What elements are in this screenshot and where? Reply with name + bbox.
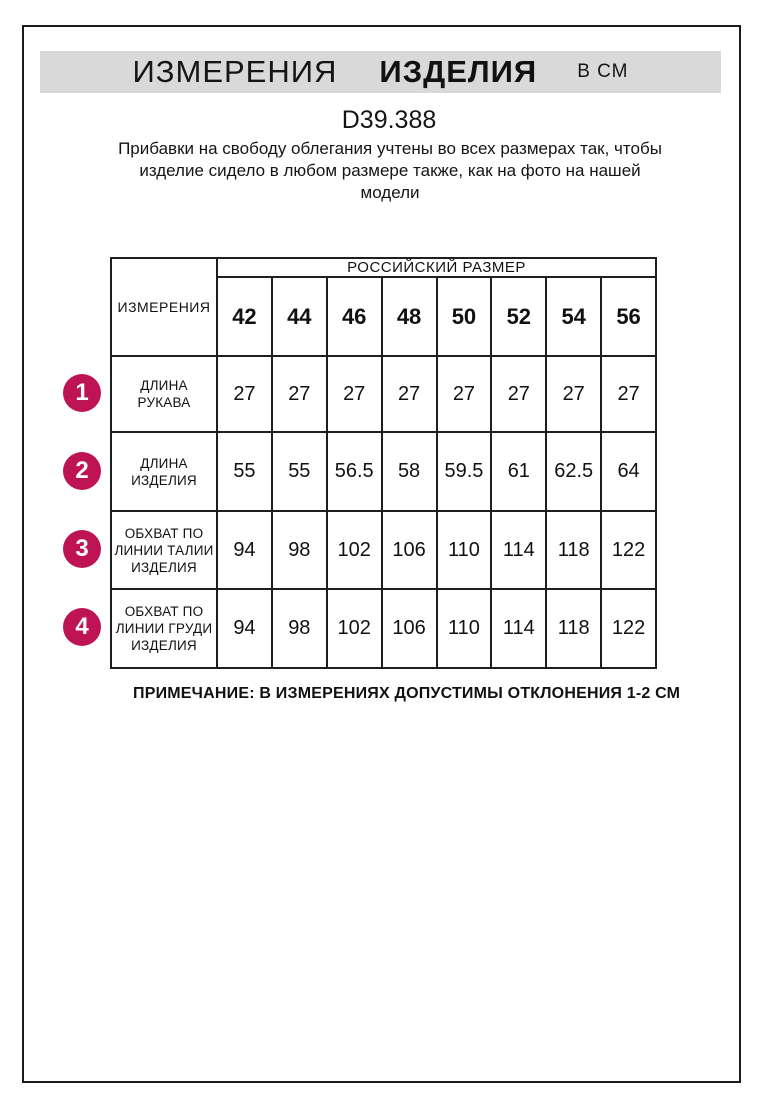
value-cell: 94 — [217, 589, 272, 668]
value-cell: 122 — [601, 511, 656, 589]
value-cell: 110 — [437, 511, 492, 589]
value-cell: 58 — [382, 432, 437, 511]
table-row — [111, 589, 656, 668]
value-cell: 27 — [601, 356, 656, 432]
page-title-main: ИЗМЕРЕНИЯ — [132, 54, 338, 89]
table-group-header-row — [111, 258, 656, 277]
size-col-header: 44 — [272, 277, 327, 356]
value-cell: 61 — [491, 432, 546, 511]
row-label: ОБХВАТ ПО ЛИНИИ ТАЛИИ ИЗДЕЛИЯ — [111, 511, 217, 589]
value-cell: 114 — [491, 511, 546, 589]
value-cell: 106 — [382, 589, 437, 668]
page-title-unit: В СМ — [577, 61, 629, 82]
row-label: ДЛИНА РУКАВА — [111, 356, 217, 432]
value-cell: 118 — [546, 511, 601, 589]
value-cell: 55 — [272, 432, 327, 511]
row-number-badge: 1 — [63, 374, 101, 412]
description-line: изделие сидело в любом размере также, как на фото на нашей — [139, 161, 641, 180]
size-table-wrap — [110, 257, 657, 669]
corner-label: ИЗМЕРЕНИЯ — [111, 258, 217, 356]
description-line: Прибавки на свободу облегания учтены во всех размерах так, чтобы — [118, 139, 662, 158]
header-band — [40, 51, 721, 93]
value-cell: 106 — [382, 511, 437, 589]
row-number-badge: 3 — [63, 530, 101, 568]
table-row — [111, 432, 656, 511]
size-col-header: 56 — [601, 277, 656, 356]
size-col-header: 50 — [437, 277, 492, 356]
group-header: РОССИЙСКИЙ РАЗМЕР — [217, 258, 656, 277]
value-cell: 27 — [217, 356, 272, 432]
table-row — [111, 511, 656, 589]
row-label: ОБХВАТ ПО ЛИНИИ ГРУДИ ИЗДЕЛИЯ — [111, 589, 217, 668]
description-line: модели — [360, 183, 420, 202]
value-cell: 27 — [437, 356, 492, 432]
value-cell: 27 — [491, 356, 546, 432]
value-cell: 27 — [327, 356, 382, 432]
size-col-header: 52 — [491, 277, 546, 356]
value-cell: 27 — [382, 356, 437, 432]
value-cell: 59.5 — [437, 432, 492, 511]
value-cell: 114 — [491, 589, 546, 668]
value-cell: 122 — [601, 589, 656, 668]
value-cell: 110 — [437, 589, 492, 668]
size-col-header: 54 — [546, 277, 601, 356]
row-label: ДЛИНА ИЗДЕЛИЯ — [111, 432, 217, 511]
value-cell: 27 — [272, 356, 327, 432]
row-number-badge: 2 — [63, 452, 101, 490]
product-description — [40, 138, 740, 204]
page-title-secondary: ИЗДЕЛИЯ — [379, 54, 538, 89]
note-text: ПРИМЕЧАНИЕ: В ИЗМЕРЕНИЯХ ДОПУСТИМЫ ОТКЛОНЕНИЯ 1-2 СМ — [133, 685, 681, 702]
value-cell: 55 — [217, 432, 272, 511]
value-cell: 56.5 — [327, 432, 382, 511]
size-col-header: 42 — [217, 277, 272, 356]
value-cell: 98 — [272, 511, 327, 589]
size-col-header: 46 — [327, 277, 382, 356]
value-cell: 118 — [546, 589, 601, 668]
value-cell: 62.5 — [546, 432, 601, 511]
value-cell: 102 — [327, 589, 382, 668]
value-cell: 64 — [601, 432, 656, 511]
product-code: D39.388 — [341, 106, 437, 134]
size-table — [110, 257, 657, 669]
value-cell: 94 — [217, 511, 272, 589]
size-col-header: 48 — [382, 277, 437, 356]
value-cell: 102 — [327, 511, 382, 589]
value-cell: 98 — [272, 589, 327, 668]
value-cell: 27 — [546, 356, 601, 432]
row-number-badge: 4 — [63, 608, 101, 646]
table-row — [111, 356, 656, 432]
